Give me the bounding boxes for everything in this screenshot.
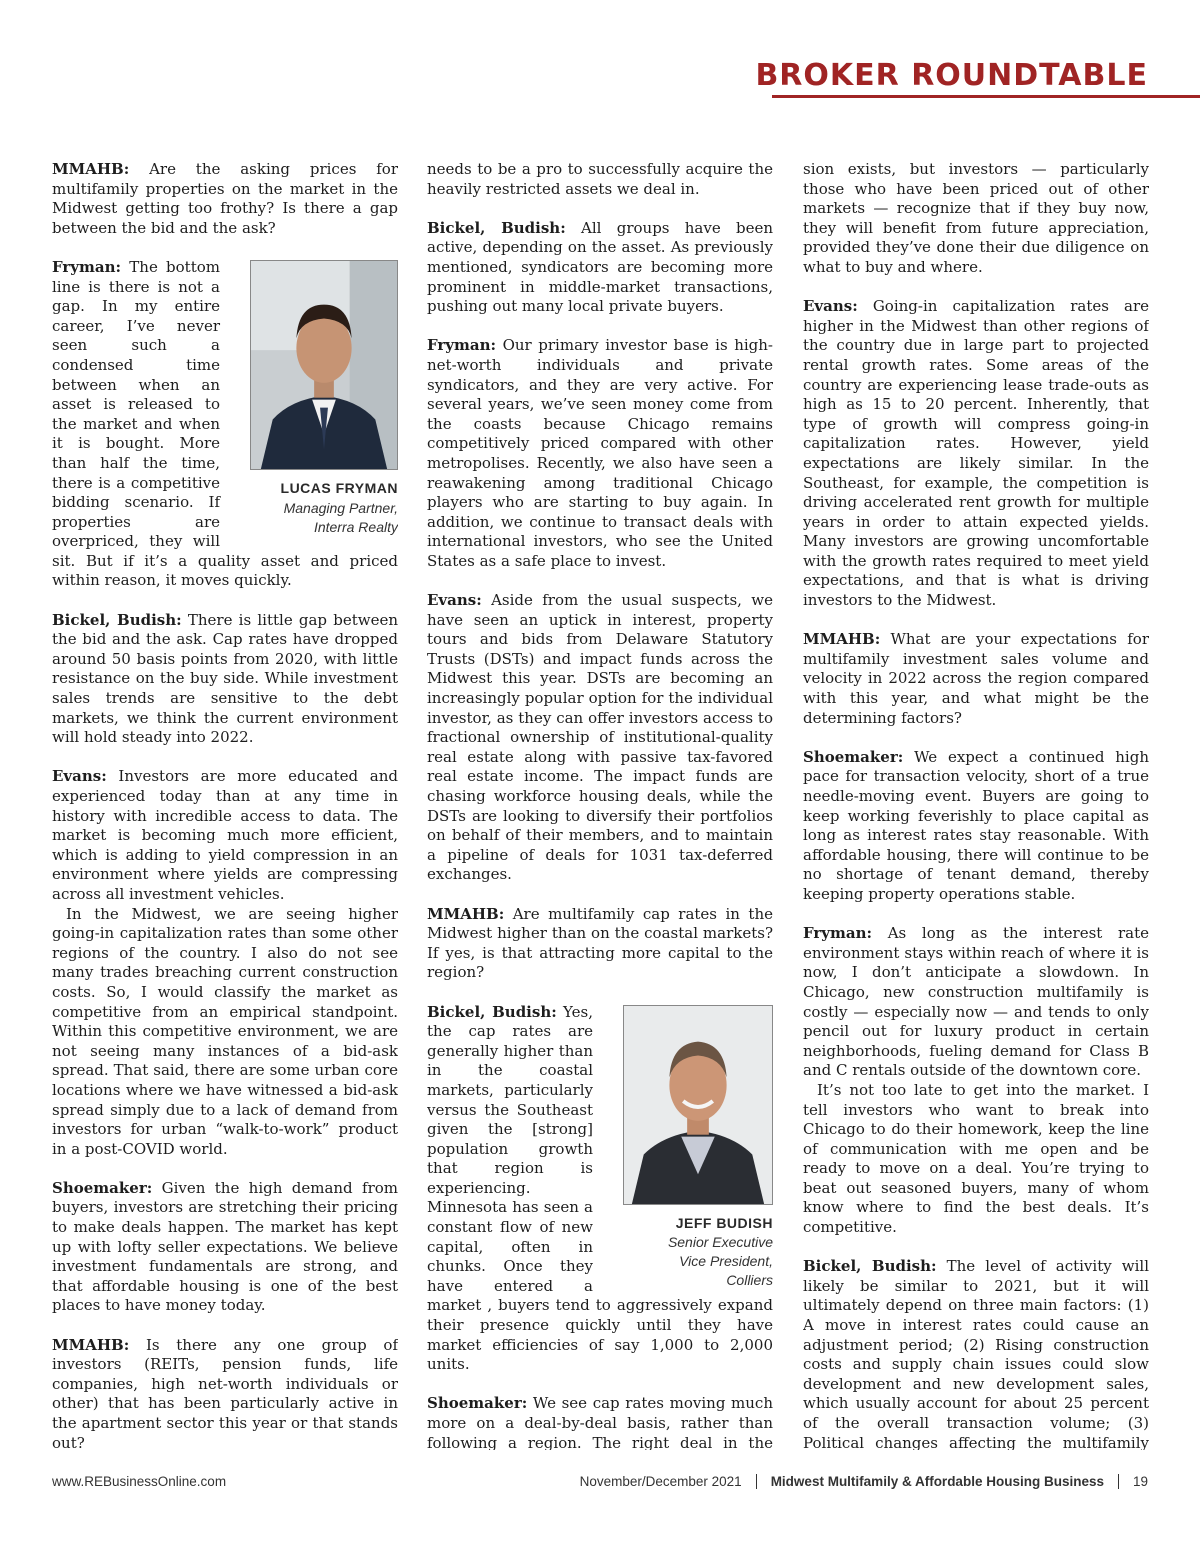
photo-caption-name: LUCAS FRYMAN	[280, 479, 398, 496]
paragraph: Bickel, Budish: The level of activity will likely be similar to 2021, but it will ultimately depend on three main factors: (1) A move in interest rates could cause an adjustment period; (2) Rising construction costs and supply chain issues could slow development and new development sales, which usually account for about 25 percent of the overall transaction volume; (3) Political changes affecting the multifamily	[803, 1257, 1149, 1450]
paragraph: Evans: Investors are more educated and experienced today than at any time in history with incredible access to data. The market is becoming much more efficient, which is adding to yield compression in an environment where yields are compressing across all investment vehicles.	[52, 767, 398, 903]
paragraph: Shoemaker: Given the high demand from buyers, investors are stretching their pricing to make deals happen. The market has kept up with lofty seller expectations. We believe investment fundamentals are strong, and that affordable housing is one of the best places to have money today.	[52, 1178, 398, 1315]
header-rule	[772, 95, 1200, 98]
paragraph: Shoemaker: We expect a continued high pace for transaction velocity, short of a true needle-moving event. Buyers are going to keep working feverishly to place capital as long as interest rates stay reasonable. With affordable housing, there will continue to be no shortage of tenant demand, thereby keeping property operations stable.	[803, 747, 1149, 903]
footer-url[interactable]: www.REBusinessOnline.com	[52, 1474, 227, 1489]
paragraph: Bickel, Budish: Yes, the cap rates are generally higher than in the coastal markets, particularly versus the Southeast given the [strong] population growth that region is experiencing. Minnesota has seen a constant flow of new capital, often in chunks. Once they have entered a market , buyers tend to aggressively expand their presence quickly until they have market efficiencies of say 1,000 to 2,000 units.	[427, 1002, 773, 1374]
paragraph: Bickel, Budish: There is little gap between the bid and the ask. Cap rates have dropped around 50 basis points from 2020, with little resistance on the buy side. While investment sales trends are sensitive to the debt markets, we think the current environment will hold steady into 2022.	[52, 610, 398, 747]
paragraph: MMAHB: What are your expectations for multifamily investment sales volume and velocity in 2022 across the region compared with this year, and what might be the determining factors?	[803, 630, 1149, 727]
photo-caption-title: Managing Partner,	[283, 499, 398, 516]
paragraph: Evans: Aside from the usual suspects, we have seen an uptick in interest, property tours and bids from Delaware Statutory Trusts (DSTs) and impact funds across the Midwest this year. DSTs are becoming an increasingly popular option for the individual investor, as they can offer investors access to fractional ownership of institutional-quality real estate along with passive tax-favored real estate income. The impact funds are chasing workforce housing deals, while the DSTs are looking to diversify their portfolios on behalf of their members, and to maintain a pipeline of deals for 1031 tax-deferred exchanges.	[427, 591, 773, 884]
footer-issue-date: November/December 2021	[579, 1474, 742, 1489]
footer-divider	[756, 1474, 757, 1489]
column-2	[427, 160, 773, 1450]
paragraph: It’s not too late to get into the market. I tell investors who want to break into Chicago to do their homework, keep the line of communication with me open and be ready to move on a deal. You’re trying to beat out seasoned buyers, many of whom know where to find the best deals. It’s competitive.	[803, 1080, 1149, 1237]
paragraph: MMAHB: Are the asking prices for multifamily properties on the market in the Midwest getting too frothy? Is there a gap between the bid and the ask?	[52, 160, 398, 237]
paragraph: Bickel, Budish: All groups have been active, depending on the asset. As previously mentioned, syndicators are becoming more prominent in middle-market transactions, pushing out many local private buyers.	[427, 218, 773, 316]
paragraph: Fryman: Our primary investor base is high-net-worth individuals and private syndicators, and they are very active. For several years, we’ve seen money come from the coasts because Chicago remains competitively priced compared with other metropolises. Recently, we also have seen a reawakening among traditional Chicago players who are starting to buy again. In addition, we continue to transact deals with international investors, who see the United States as a safe place to invest.	[427, 336, 773, 570]
page-number: 19	[1132, 1474, 1148, 1489]
photo-caption-name: JEFF BUDISH	[675, 1214, 773, 1231]
page-footer	[52, 1474, 1148, 1494]
photo-fryman	[250, 260, 398, 537]
column-1	[52, 160, 398, 1450]
paragraph: sion exists, but investors — particularly those who have been priced out of other markets — recognize that if they buy now, they will benefit from future appreciation, provided they’ve done their due diligence on what to buy and where.	[803, 160, 1149, 276]
footer-magazine-title: Midwest Multifamily & Affordable Housing Business	[770, 1474, 1104, 1489]
photo-caption-company: Interra Realty	[313, 518, 398, 535]
photo-caption-title: Senior Executive	[667, 1234, 773, 1251]
footer-issue-info	[580, 1474, 1148, 1489]
paragraph: Fryman: As long as the interest rate environment stays within reach of where it is now, I don’t anticipate a slowdown. In Chicago, new construction multifamily is costly — especially now — and tends to only pencil out for luxury product in certain neighborhoods, fueling demand for Class B and C rentals outside of the downtown core.	[803, 924, 1149, 1080]
photo-budish	[623, 1005, 773, 1291]
paragraph: Evans: Going-in capitalization rates are higher in the Midwest than other regions of the country due in large part to projected rental growth rates. Some areas of the country are experiencing lease trade-outs as high as 15 to 20 percent. Inherently, that type of growth will compress going-in capitalization rates. However, yield expectations are likely similar. In the Southeast, for example, the competition is driving accelerated rent growth for multiple years in order to attain expected yields. Many investors are growing uncomfortable with the growth rates required to meet yield expectations, and that is what is driving investors to the Midwest.	[803, 297, 1149, 610]
paragraph: In the Midwest, we are seeing higher going-in capitalization rates than some other regions of the country. I also do not see many trades breaching current construction costs. So, I would classify the market as competitive from an empirical standpoint. Within this competitive environment, we are not seeing many instances of a bid-ask spread. That said, there are some urban core locations where we have witnessed a bid-ask spread simply due to a lack of demand from investors for urban “walk-to-work” product in a post-COVID world.	[52, 904, 398, 1158]
fryman-portrait-image	[250, 260, 398, 470]
column-3	[803, 160, 1149, 1450]
paragraph: MMAHB: Is there any one group of investors (REITs, pension funds, life companies, high net-worth individuals or other) that has been particularly active in the apartment sector this year or that stands out?	[52, 1335, 398, 1450]
section-title: BROKER ROUNDTABLE	[755, 58, 1148, 93]
photo-caption-company: Colliers	[726, 1272, 773, 1289]
paragraph: MMAHB: Are multifamily cap rates in the Midwest higher than on the coastal markets? If yes, is that attracting more capital to the region?	[427, 904, 773, 982]
footer-divider	[1118, 1474, 1119, 1489]
budish-portrait-image	[623, 1005, 773, 1205]
photo-caption-title: Vice President,	[679, 1253, 773, 1270]
paragraph: Shoemaker: We see cap rates moving much more on a deal-by-deal basis, rather than following a region. The right deal in the	[427, 1394, 773, 1450]
paragraph: needs to be a pro to successfully acquire the heavily restricted assets we deal in.	[427, 160, 773, 198]
paragraph: Fryman: The bottom line is there is not a gap. In my entire career, I’ve never seen such a condensed time between when an asset is released to the market and when it is bought. More than half the time, there is a competitive bidding scenario. If properties are overpriced, they will sit. But if it’s a quality asset and priced within reason, it moves quickly.	[52, 257, 398, 590]
